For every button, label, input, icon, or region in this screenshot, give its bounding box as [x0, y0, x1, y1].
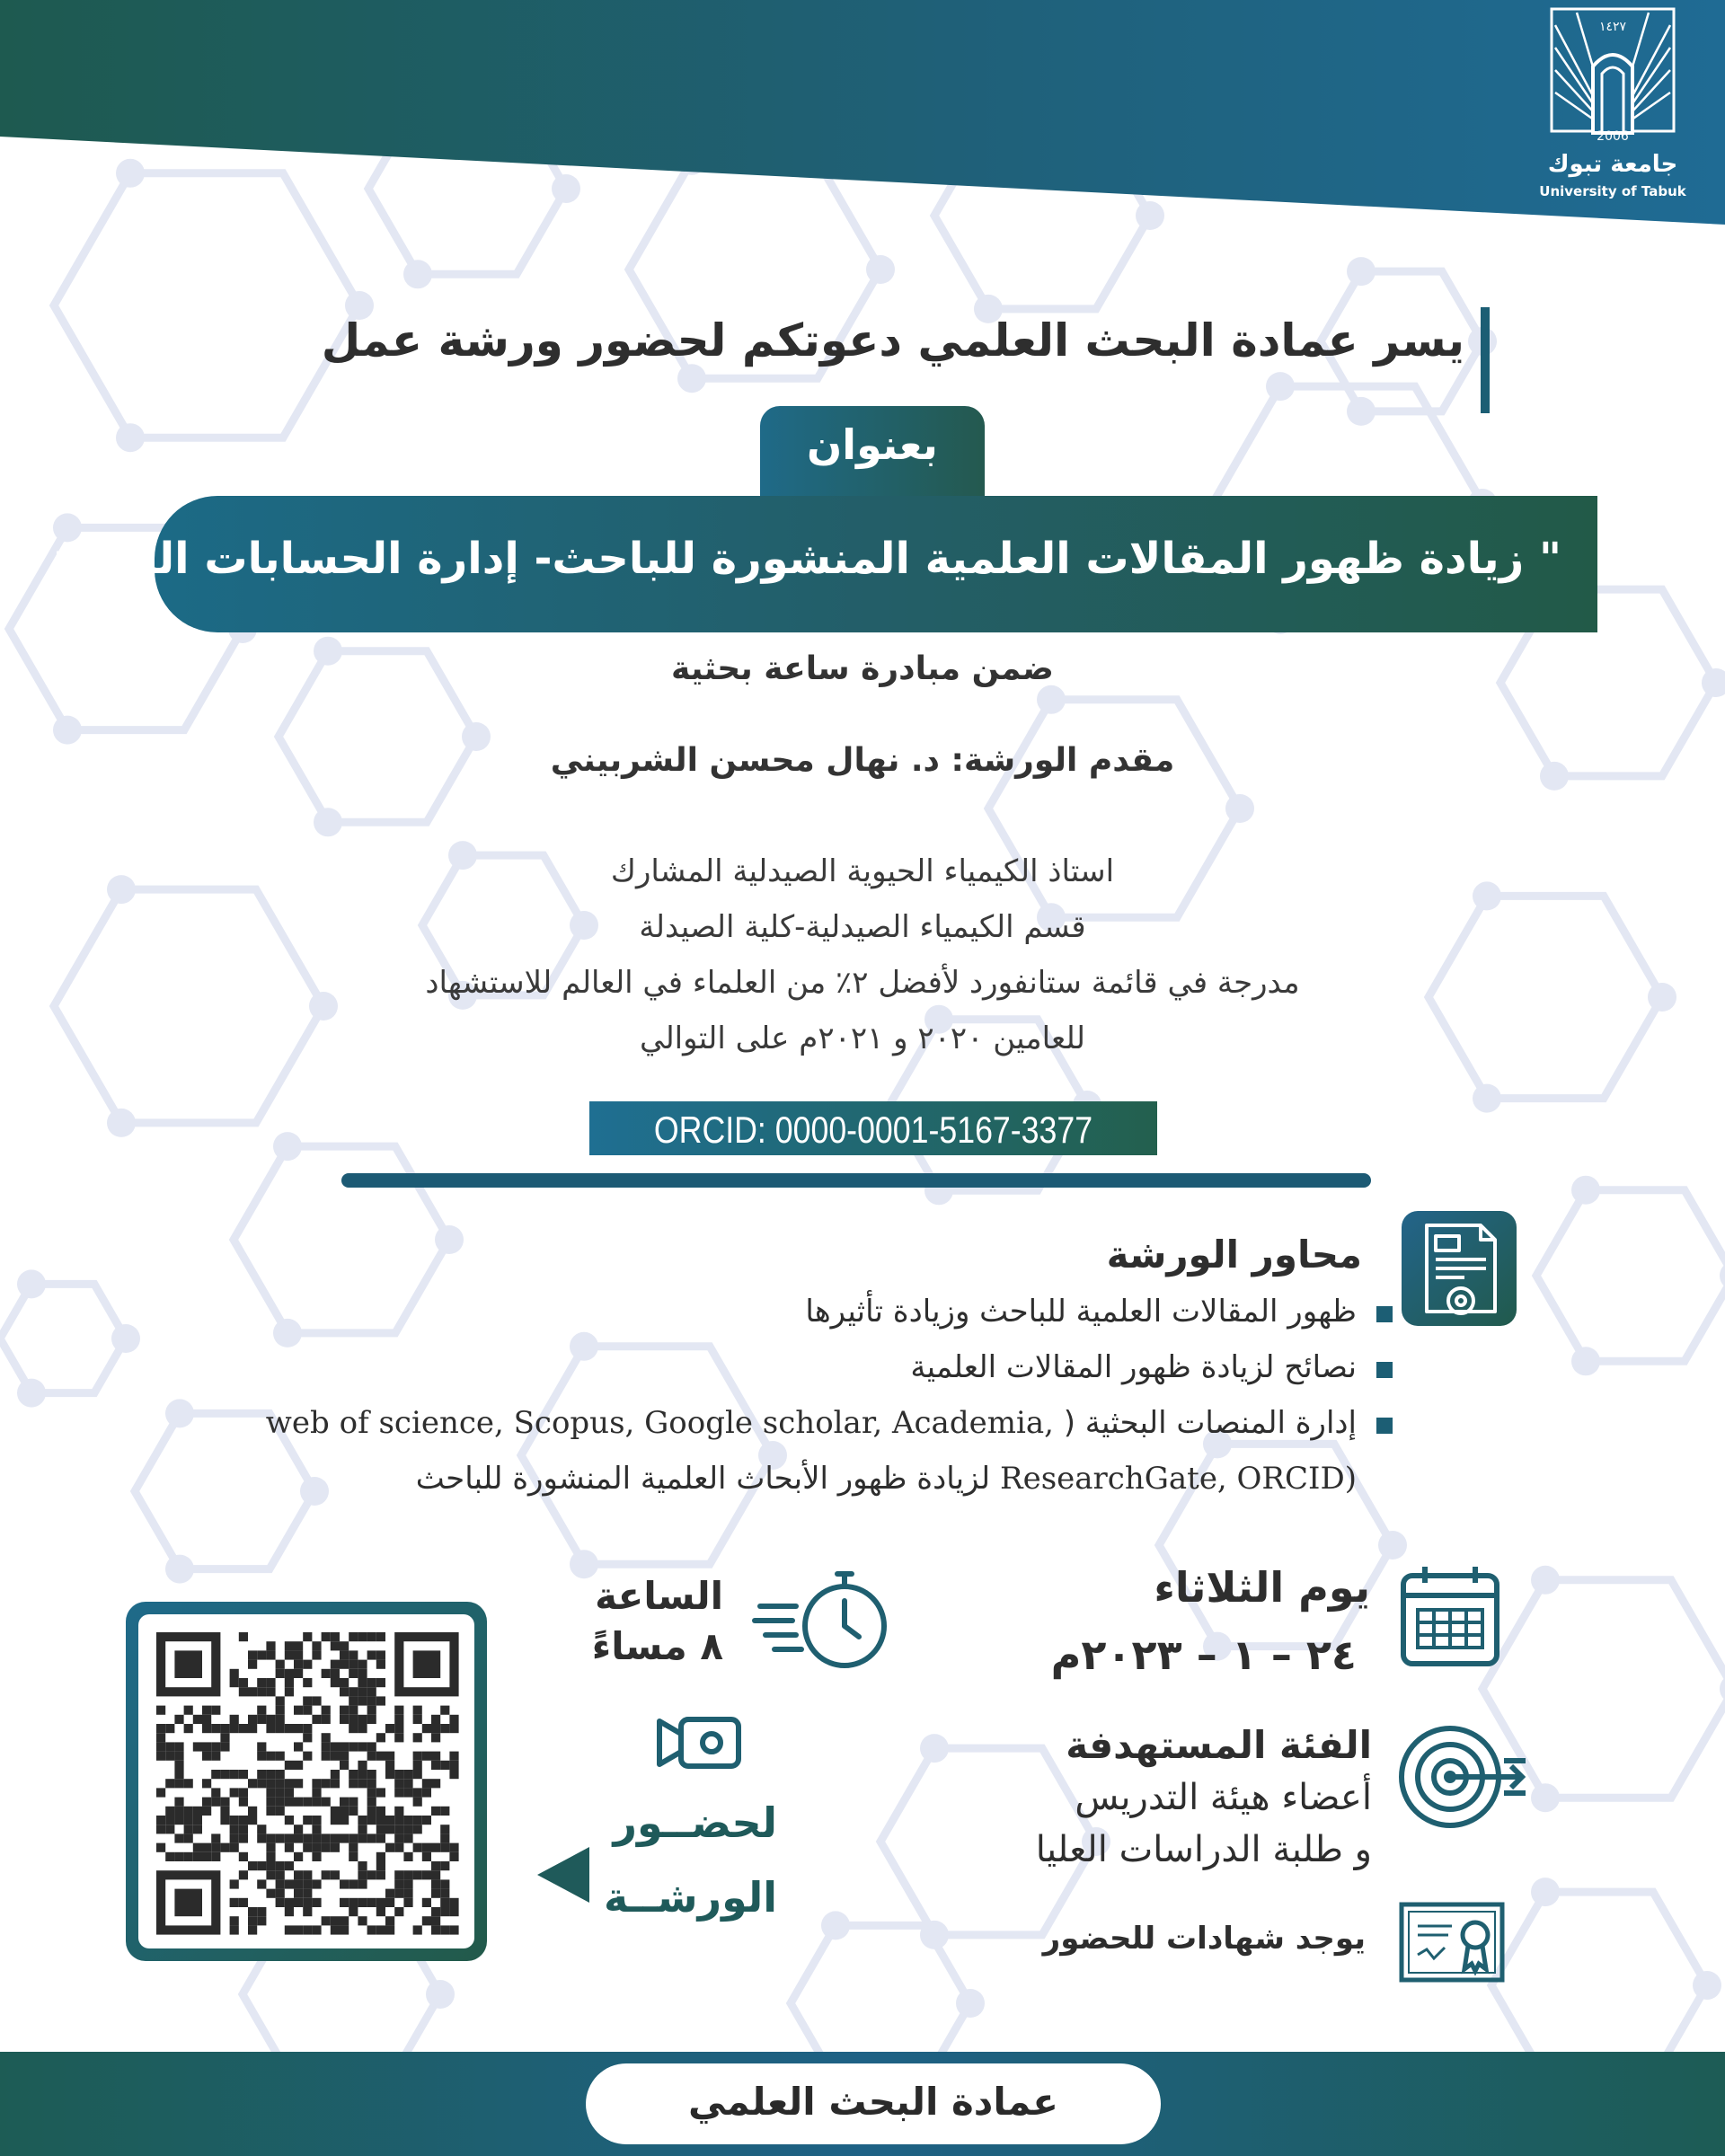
- orcid-id: ORCID: 0000-0001-5167-3377: [653, 1109, 1093, 1151]
- bullet-icon: [1376, 1306, 1393, 1322]
- topic-item: [266, 1405, 1357, 1441]
- time-label: الساعة: [595, 1574, 723, 1618]
- time-value: ٨ مساءً: [591, 1624, 723, 1668]
- date-label: ٢٤ – ١ – ٢٠٢٣م: [1050, 1630, 1357, 1679]
- footer-department-name: عمادة البحث العلمي: [688, 2080, 1058, 2124]
- workshop-title: " زيادة ظهور المقالات العلمية المنشورة للباحث- إدارة الحسابات البحثية": [25, 534, 1561, 584]
- audience-line: أعضاء هيئة التدريس: [1075, 1777, 1372, 1818]
- audience-line: و طلبة الدراسات العليا: [1035, 1829, 1372, 1870]
- top-banner: [0, 0, 1725, 225]
- topics-heading: محاور الورشة: [1106, 1233, 1362, 1277]
- presenter-bio-line: مدرجة في قائمة ستانفورد لأفضل ٢٪ من العلماء في العالم للاستشهاد: [425, 965, 1300, 1001]
- qr-code-background: [138, 1614, 474, 1948]
- certificate-icon: [1398, 1899, 1508, 1989]
- certificate-note: يوجد شهادات للحضور: [1042, 1921, 1366, 1957]
- topic-item: [805, 1294, 1357, 1330]
- video-camera-icon: [654, 1714, 744, 1772]
- topic-text: إدارة المنصات البحثية (: [1063, 1405, 1357, 1441]
- intro-text: يسر عمادة البحث العلمي دعوتكم لحضور ورشة عمل: [321, 314, 1464, 367]
- audience-label: الفئة المستهدفة: [1066, 1723, 1372, 1767]
- presenter-name: مقدم الورشة: د. نهال محسن الشربيني: [550, 742, 1175, 779]
- initiative-text: ضمن مبادرة ساعة بحثية: [671, 650, 1054, 687]
- calendar-icon: [1398, 1563, 1502, 1669]
- target-icon: [1396, 1719, 1531, 1838]
- topic-text: نصائح لزيادة ظهور المقالات العلمية: [910, 1349, 1357, 1385]
- workshop-title-banner: [25, 496, 1597, 632]
- qr-code[interactable]: [138, 1614, 474, 1948]
- orcid-badge: [589, 1101, 1157, 1155]
- logo-name-arabic: جامعة تبوك: [1547, 151, 1678, 178]
- day-label: يوم الثلاثاء: [1154, 1563, 1370, 1612]
- logo-name-english: University of Tabuk: [1539, 183, 1686, 199]
- topic-text: لزيادة ظهور الأبحاث العلمية المنشورة للباحث: [415, 1461, 1000, 1497]
- bullet-icon: [1376, 1418, 1393, 1434]
- topic-item-continuation: [416, 1461, 1357, 1497]
- section-divider: [341, 1173, 1371, 1188]
- intro-accent-bar: [1481, 307, 1490, 413]
- logo-hijri-year: ١٤٢٧: [1598, 20, 1627, 34]
- play-arrow-icon: [532, 1842, 595, 1908]
- university-logo: [1536, 7, 1689, 214]
- topic-text: ظهور المقالات العلمية للباحث وزيادة تأثيرها: [805, 1294, 1357, 1330]
- presenter-bio-line: للعامين ٢٠٢٠ و ٢٠٢١م على التوالي: [639, 1021, 1085, 1056]
- footer-pill: [586, 2063, 1161, 2144]
- stopwatch-icon: [751, 1565, 895, 1673]
- bullet-icon: [1376, 1362, 1393, 1378]
- topic-platforms-text: web of science, Scopus, Google scholar, Academia,: [265, 1405, 1054, 1441]
- title-tab-label: بعنوان: [807, 420, 938, 469]
- footer-bar: [0, 2052, 1725, 2156]
- presenter-bio-line: استاذ الكيمياء الحيوية الصيدلية المشارك: [610, 853, 1115, 889]
- attend-label: لحضــور: [613, 1798, 777, 1847]
- title-tab: [760, 406, 985, 496]
- attend-label: الورشــة: [604, 1873, 777, 1922]
- qr-code-frame: [126, 1602, 487, 1961]
- topic-item: [910, 1349, 1357, 1385]
- topic-platforms-text: ResearchGate, ORCID): [999, 1461, 1357, 1497]
- presenter-bio-line: قسم الكيمياء الصيدلية-كلية الصيدلة: [639, 909, 1086, 945]
- document-gear-icon: [1402, 1211, 1517, 1326]
- logo-gregorian-year: 2006: [1597, 129, 1629, 144]
